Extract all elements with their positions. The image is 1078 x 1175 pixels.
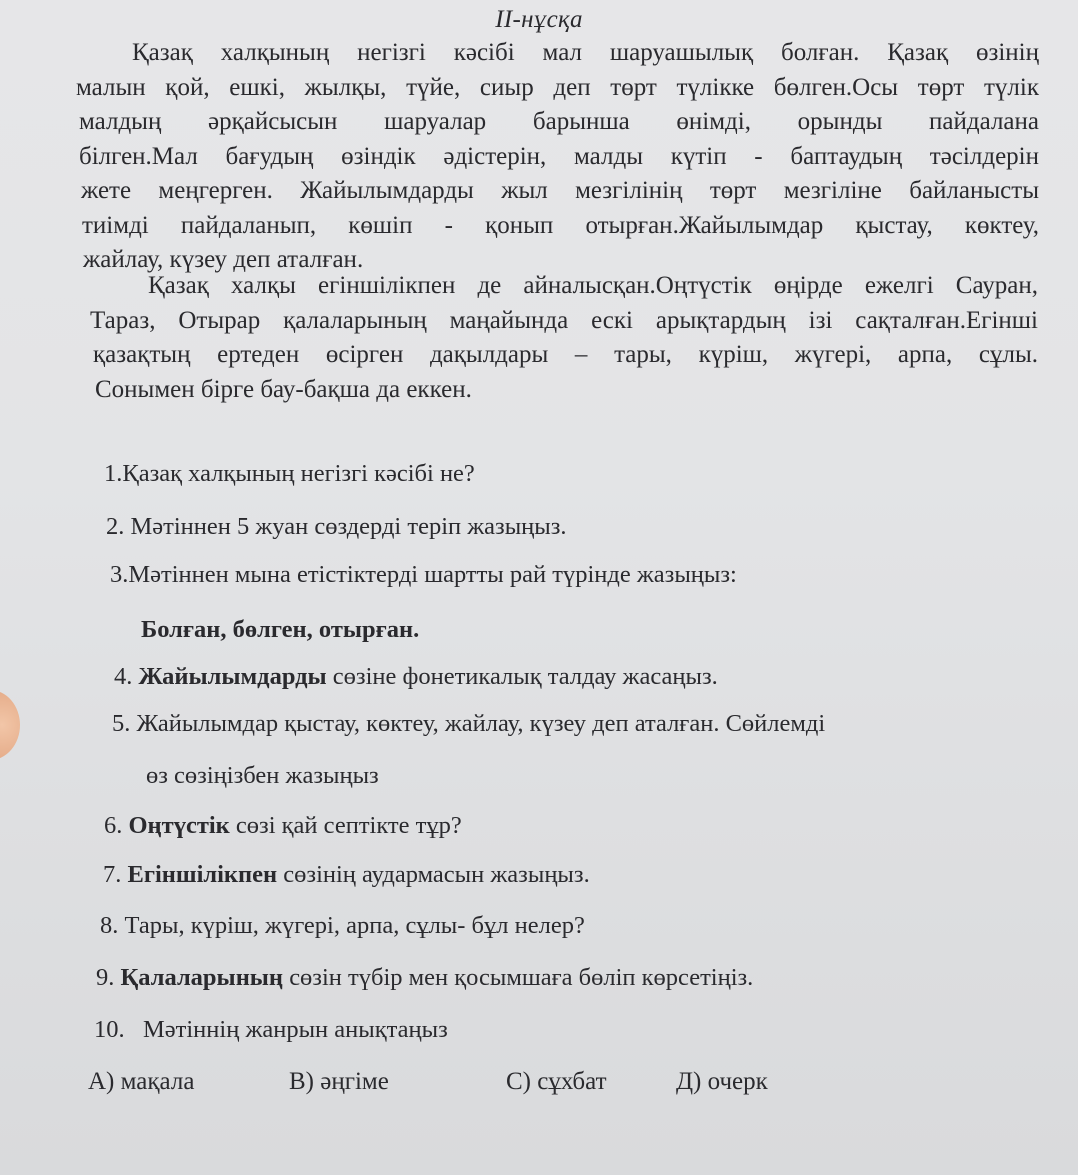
- question-9-keyword: Қалаларының: [120, 964, 284, 991]
- paragraph-2-line: Тараз, Отырар қалаларының маңайында ескі арықтардың ізі сақталған.Егінші: [90, 306, 1038, 334]
- question-8: 8. Тары, күріш, жүгері, арпа, сұлы- бұл нелер?: [100, 912, 585, 939]
- question-10: 10. Мәтіннің жанрын анықтаңыз: [94, 1016, 448, 1043]
- question-3-words: [141, 616, 419, 644]
- variant-title: II-нұсқа: [495, 6, 583, 33]
- question-7-number: 7.: [103, 861, 122, 888]
- question-7: [103, 861, 590, 889]
- option-b: В) әңгіме: [289, 1068, 389, 1095]
- paragraph-1-line: малдың әрқайсысын шаруалар барынша өнімді, орынды пайдалана: [79, 108, 1039, 135]
- paragraph-1-line: Қазақ халқының негізгі кәсібі мал шаруашылық болған. Қазақ өзінің: [132, 39, 1039, 66]
- question-4-number: 4.: [114, 663, 133, 690]
- question-7-keyword: Егіншілікпен: [127, 861, 278, 888]
- option-d: Д) очерк: [676, 1068, 768, 1095]
- question-3: 3.Мәтіннен мына етістіктерді шартты рай түрінде жазыңыз:: [110, 561, 737, 588]
- question-9: [96, 964, 753, 992]
- question-7-text: сөзінің аудармасын жазыңыз.: [283, 861, 590, 888]
- question-9-text: сөзін түбір мен қосымшаға бөліп көрсетіңіз.: [289, 964, 754, 991]
- question-6-text: сөзі қай септікте тұр?: [235, 812, 462, 839]
- question-6: [104, 812, 462, 840]
- question-3-words-text: Болған, бөлген, отырған.: [141, 616, 420, 643]
- paragraph-1-line: білген.Мал бағудың өзіндік әдістерін, малды күтіп - баптаудың тәсілдерін: [79, 142, 1039, 170]
- option-a: А) мақала: [88, 1068, 195, 1095]
- question-1: 1.Қазақ халқының негізгі кәсібі не?: [104, 460, 475, 487]
- paragraph-1-line: жете меңгерген. Жайылымдарды жыл мезгілінің төрт мезгіліне байланысты: [81, 177, 1039, 204]
- paragraph-2: [90, 269, 1038, 407]
- question-5-line-2: өз сөзіңізбен жазыңыз: [146, 762, 379, 789]
- paragraph-1-line: тиімді пайдаланып, көшіп - қонып отырған.Жайылымдар қыстау, көктеу,: [82, 211, 1039, 239]
- question-4: [114, 663, 718, 691]
- question-4-text: сөзіне фонетикалық талдау жасаңыз.: [332, 663, 718, 690]
- question-5-line-1: 5. Жайылымдар қыстау, көктеу, жайлау, күзеу деп аталған. Сөйлемді: [112, 710, 826, 737]
- question-2: 2. Мәтіннен 5 жуан сөздерді теріп жазыңыз.: [106, 513, 567, 540]
- question-6-keyword: Оңтүстік: [128, 812, 230, 839]
- question-6-number: 6.: [104, 812, 123, 839]
- question-9-number: 9.: [96, 964, 115, 991]
- paragraph-1: [76, 36, 1039, 278]
- paragraph-2-line: қазақтың ертеден өсірген дақылдары – тары, күріш, жүгері, арпа, сұлы.: [93, 341, 1038, 368]
- finger-edge: [0, 690, 20, 760]
- question-4-keyword: Жайылымдарды: [138, 663, 327, 690]
- paragraph-1-line: малын қой, ешкі, жылқы, түйе, сиыр деп төрт түлікке бөлген.Осы төрт түлік: [76, 73, 1039, 101]
- option-c: С) сұхбат: [506, 1068, 607, 1095]
- paragraph-2-line: Сонымен бірге бау-бақша да еккен.: [95, 375, 472, 403]
- paragraph-2-line: Қазақ халқы егіншілікпен де айналысқан.Оңтүстік өңірде ежелгі Сауран,: [148, 272, 1038, 299]
- paragraph-1-line: жайлау, күзеу деп аталған.: [83, 246, 364, 273]
